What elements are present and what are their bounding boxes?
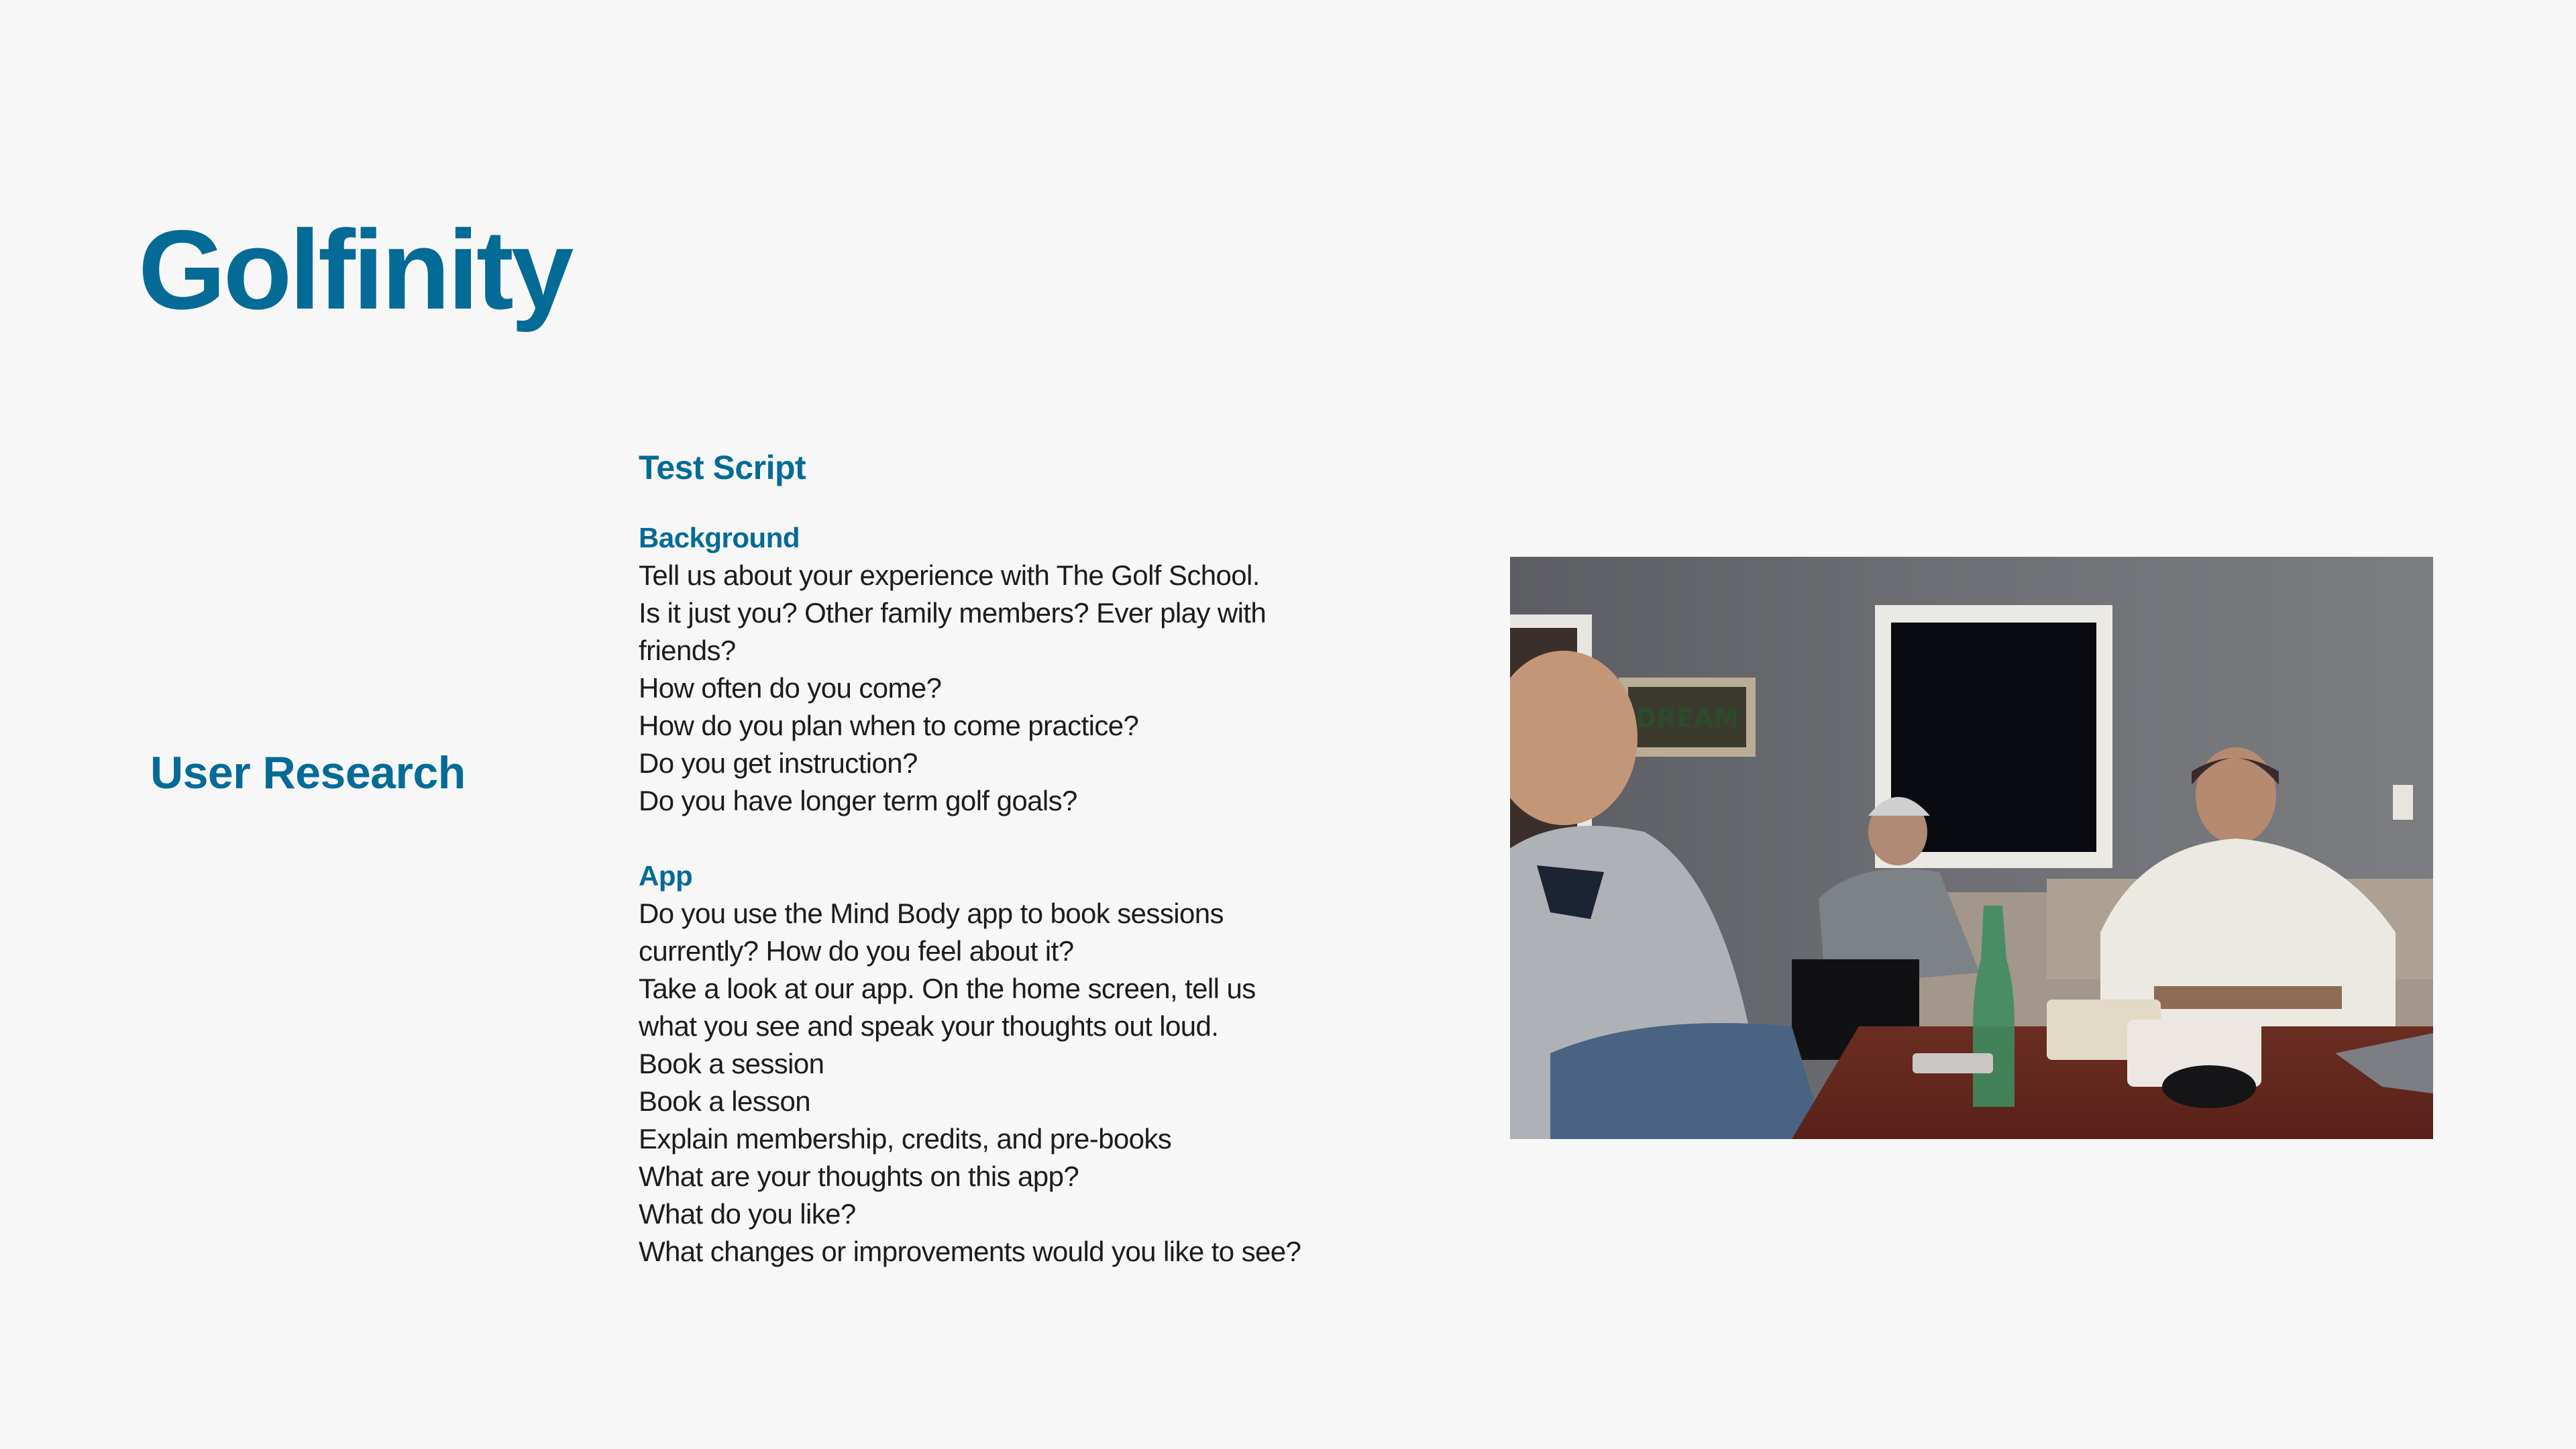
brand-title: Golfinity bbox=[138, 207, 572, 333]
question-item: Explain membership, credits, and pre-books bbox=[639, 1123, 1172, 1155]
svg-text:DREAM: DREAM bbox=[1635, 704, 1739, 733]
question-item: What do you like? bbox=[639, 1198, 856, 1230]
question-item: Book a lesson bbox=[639, 1085, 811, 1117]
question-item: what you see and speak your thoughts out loud. bbox=[639, 1010, 1219, 1042]
script-group-background bbox=[639, 519, 1377, 820]
question-item: Is it just you? Other family members? Ever play with bbox=[639, 597, 1267, 629]
question-item: Do you get instruction? bbox=[639, 747, 918, 779]
question-item: Do you have longer term golf goals? bbox=[639, 785, 1077, 816]
test-script-title: Test Script bbox=[639, 449, 806, 486]
group-heading: App bbox=[639, 860, 693, 892]
question-item: Tell us about your experience with The Golf School. bbox=[639, 559, 1260, 591]
photo-illustration bbox=[1510, 557, 2433, 1139]
group-heading: Background bbox=[639, 522, 800, 553]
script-group-app bbox=[639, 857, 1377, 1271]
research-session-photo bbox=[1510, 557, 2433, 1139]
question-item: What changes or improvements would you like to see? bbox=[639, 1236, 1301, 1267]
question-list bbox=[639, 557, 1377, 820]
question-item: What are your thoughts on this app? bbox=[639, 1161, 1079, 1192]
question-item: friends? bbox=[639, 635, 736, 666]
question-item: How do you plan when to come practice? bbox=[639, 710, 1139, 741]
section-label: User Research bbox=[150, 747, 466, 798]
question-list bbox=[639, 895, 1377, 1271]
question-item: Take a look at our app. On the home screen, tell us bbox=[639, 973, 1256, 1004]
question-item: Do you use the Mind Body app to book sessions bbox=[639, 898, 1224, 929]
question-item: currently? How do you feel about it? bbox=[639, 935, 1074, 967]
question-item: Book a session bbox=[639, 1048, 824, 1079]
question-item: How often do you come? bbox=[639, 672, 942, 704]
test-script bbox=[639, 444, 1377, 1308]
